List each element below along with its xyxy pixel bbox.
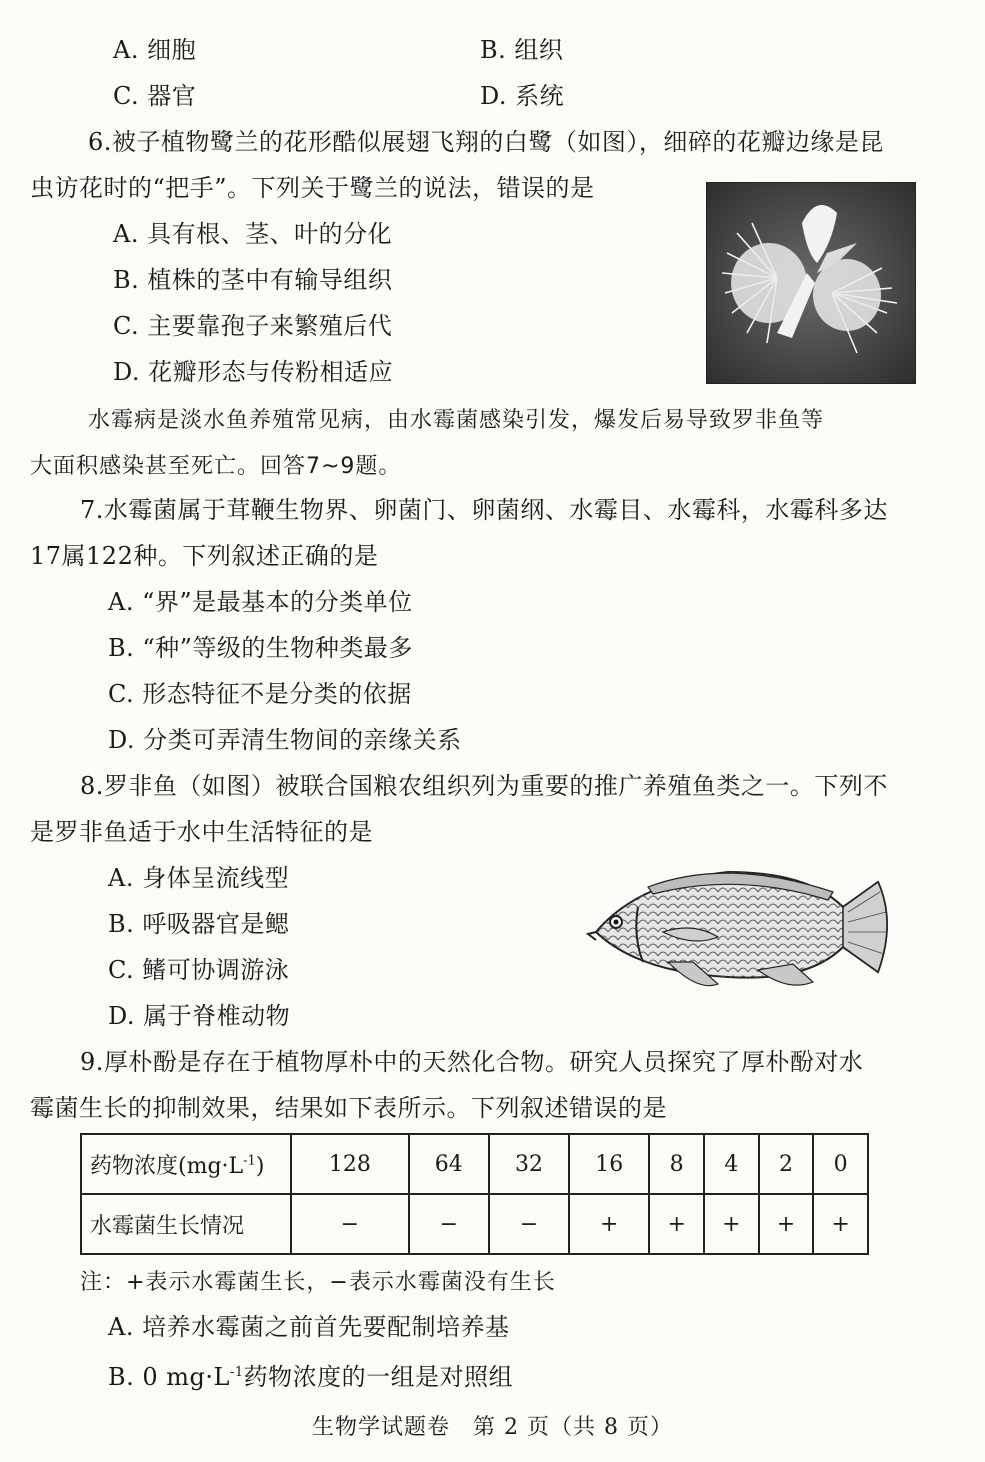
table-cell: 2 xyxy=(759,1134,814,1194)
q5-option-d: D. 系统 xyxy=(480,82,565,110)
table-cell: 16 xyxy=(569,1134,649,1194)
table-cell: + xyxy=(649,1194,704,1254)
q6-option-c: C. 主要靠孢子来繁殖后代 xyxy=(113,312,393,340)
q8-stem-line2: 是罗非鱼适于水中生活特征的是 xyxy=(30,818,373,846)
table-cell: 64 xyxy=(409,1134,489,1194)
table-note: 注：+表示水霉菌生长，−表示水霉菌没有生长 xyxy=(80,1270,556,1295)
table-cell: 0 xyxy=(813,1134,868,1194)
table-cell: 8 xyxy=(649,1134,704,1194)
q7-stem-line2: 17属122种。下列叙述正确的是 xyxy=(30,542,379,570)
q9-option-b: B. 0 $mg\cdot L^{-1}$药物浓度的一组是对照组 xyxy=(108,1363,514,1391)
table-cell: + xyxy=(569,1194,649,1254)
table-cell: 128 xyxy=(291,1134,409,1194)
table-cell: + xyxy=(759,1194,814,1254)
table-cell: − xyxy=(409,1194,489,1254)
q6-stem-line2: 虫访花时的“把手”。下列关于鹭兰的说法，错误的是 xyxy=(30,174,595,202)
table-row xyxy=(81,1134,868,1194)
intro-line1: 水霉病是淡水鱼养殖常见病，由水霉菌感染引发，爆发后易导致罗非鱼等 xyxy=(88,408,825,433)
egret-orchid-photo xyxy=(706,182,916,384)
q7-option-a: A. “界”是最基本的分类单位 xyxy=(108,588,413,616)
table-header-growth: 水霉菌生长情况 xyxy=(81,1194,291,1254)
q6-option-b: B. 植株的茎中有输导组织 xyxy=(113,266,393,294)
q7-option-b: B. “种”等级的生物种类最多 xyxy=(108,634,413,662)
q5-option-a: A. 细胞 xyxy=(113,36,197,64)
q7-option-d: D. 分类可弄清生物间的亲缘关系 xyxy=(108,726,462,754)
q6-option-a: A. 具有根、茎、叶的分化 xyxy=(113,220,393,248)
tilapia-illustration xyxy=(578,852,898,1000)
table-cell: − xyxy=(489,1194,569,1254)
q9-stem-line2: 霉菌生长的抑制效果，结果如下表所示。下列叙述错误的是 xyxy=(30,1094,667,1122)
q7-option-c: C. 形态特征不是分类的依据 xyxy=(108,680,412,708)
table-row xyxy=(81,1194,868,1254)
q8-option-d: D. 属于脊椎动物 xyxy=(108,1002,291,1030)
intro-line2: 大面积感染甚至死亡。回答7~9题。 xyxy=(30,454,402,479)
q8-option-a: A. 身体呈流线型 xyxy=(108,864,290,892)
table-cell: 4 xyxy=(704,1134,759,1194)
table-header-concentration: 药物浓度$(mg\cdot L^{-1})$ xyxy=(81,1134,291,1194)
q8-stem-line1: 8.罗非鱼（如图）被联合国粮农组织列为重要的推广养殖鱼类之一。下列不 xyxy=(80,772,888,800)
table-cell: − xyxy=(291,1194,409,1254)
q8-option-b: B. 呼吸器官是鳃 xyxy=(108,910,290,938)
q6-option-d: D. 花瓣形态与传粉相适应 xyxy=(113,358,394,386)
q7-stem-line1: 7.水霉菌属于茸鞭生物界、卵菌门、卵菌纲、水霉目、水霉科，水霉科多达 xyxy=(80,496,888,524)
table-cell: + xyxy=(813,1194,868,1254)
q9-option-a: A. 培养水霉菌之前首先要配制培养基 xyxy=(108,1313,510,1341)
q9-stem-line1: 9.厚朴酚是存在于植物厚朴中的天然化合物。研究人员探究了厚朴酚对水 xyxy=(80,1048,864,1076)
results-table xyxy=(80,1133,869,1255)
q5-option-c: C. 器官 xyxy=(113,82,197,110)
table-cell: 32 xyxy=(489,1134,569,1194)
page-footer: 生物学试题卷 第 2 页（共 8 页） xyxy=(312,1415,673,1440)
table-cell: + xyxy=(704,1194,759,1254)
q5-option-b: B. 组织 xyxy=(480,36,564,64)
q8-option-c: C. 鳍可协调游泳 xyxy=(108,956,290,984)
q6-stem-line1: 6.被子植物鹭兰的花形酷似展翅飞翔的白鹭（如图），细碎的花瓣边缘是昆 xyxy=(88,128,884,156)
